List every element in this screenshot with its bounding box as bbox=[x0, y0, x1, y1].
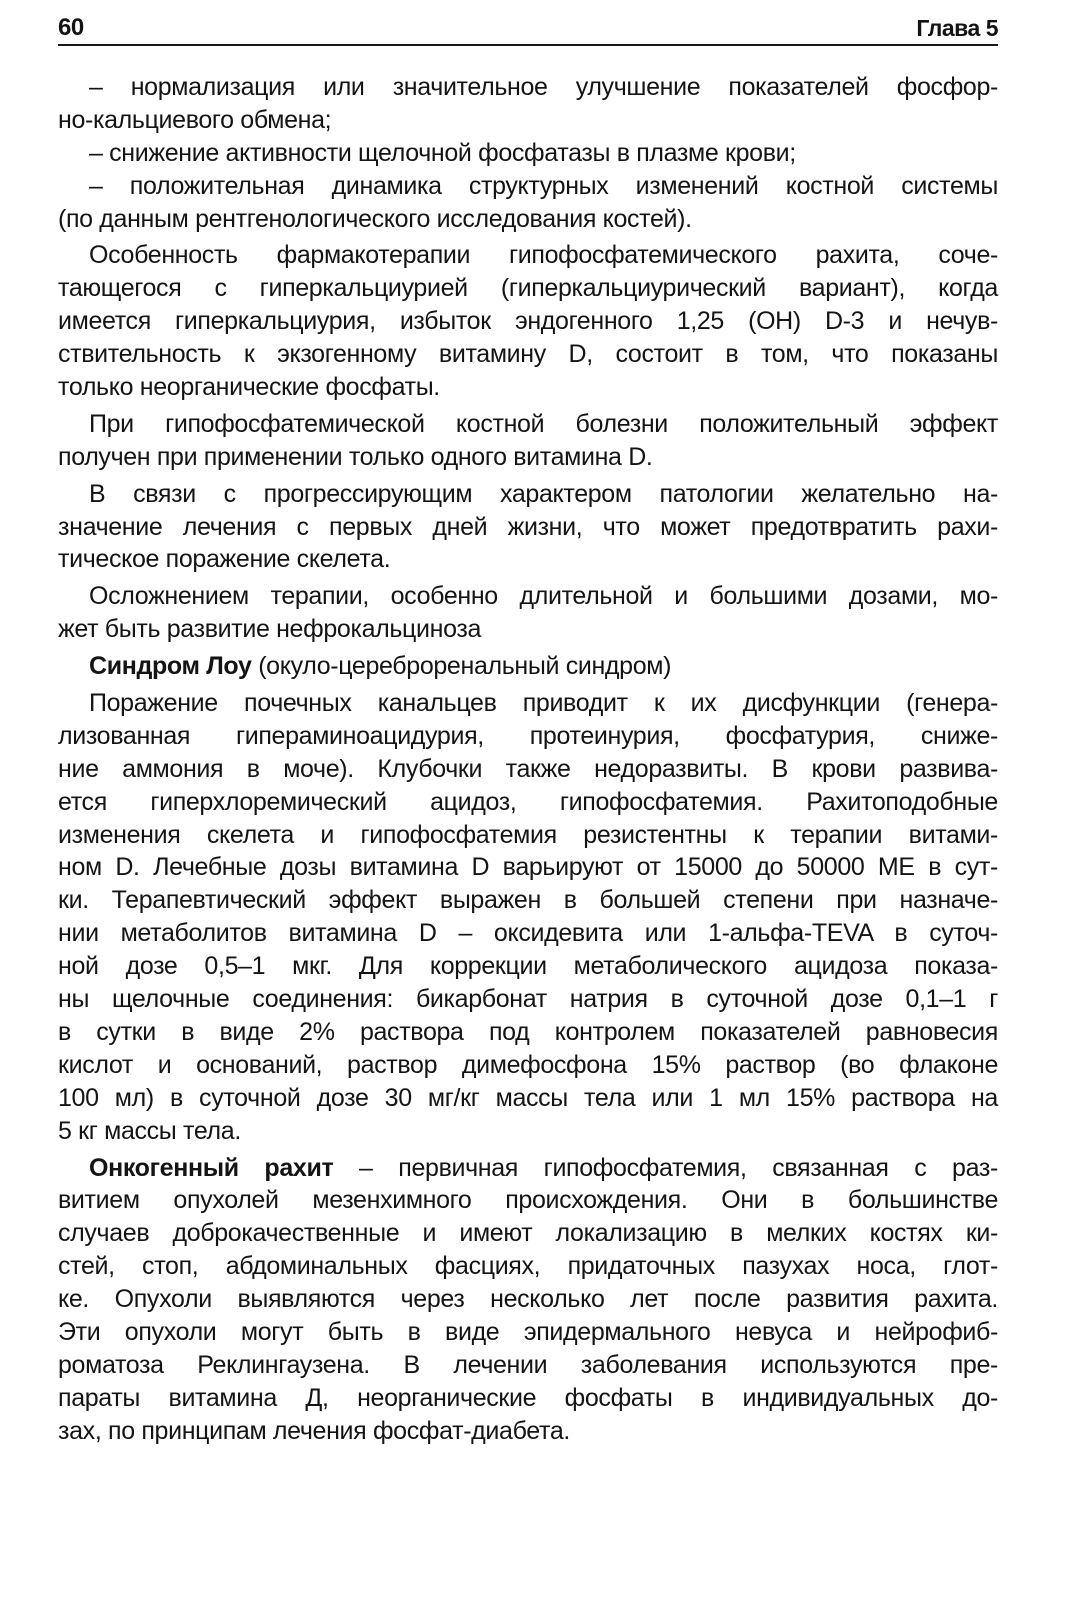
section-heading-line bbox=[58, 650, 998, 683]
text-line: стей, стоп, абдоминальных фасциях, придаточных пазухах носа, глот- bbox=[58, 1252, 998, 1281]
paragraph bbox=[58, 239, 998, 403]
text-line: Эти опухоли могут быть в виде эпидермального невуса и нейрофиб- bbox=[58, 1317, 998, 1346]
text-line: ется гиперхлоремический ацидоз, гипофосфатемия. Рахитоподобные bbox=[58, 787, 998, 816]
paragraph bbox=[58, 408, 998, 474]
text-line: лизованная гипераминоацидурия, протеинурия, фосфатурия, сниже- bbox=[58, 721, 998, 750]
text-line: Поражение почечных канальцев приводит к их дисфункции (генера- bbox=[89, 689, 998, 718]
text-line: ствительность к экзогенному витамину D, состоит в том, что показаны bbox=[58, 340, 998, 369]
term-bold: Онкогенный рахит bbox=[89, 1153, 334, 1182]
text-line: получен при применении только одного витамина D. bbox=[58, 442, 653, 471]
text-line: 5 кг массы тела. bbox=[58, 1116, 241, 1145]
section-heading bbox=[58, 650, 998, 683]
text-line: только неорганические фосфаты. bbox=[58, 373, 440, 402]
text-line: ки. Терапевтический эффект выражен в большей степени при назначе- bbox=[58, 886, 998, 915]
text-line: Осложнением терапии, особенно длительной и большими дозами, мо- bbox=[89, 582, 998, 611]
text-line bbox=[58, 1152, 998, 1185]
page-number: 60 bbox=[58, 14, 84, 41]
text-line: зах, по принципам лечения фосфат-диабета. bbox=[58, 1416, 570, 1445]
text-line: – нормализация или значительное улучшение показателей фосфор- bbox=[89, 73, 998, 101]
page-body bbox=[58, 71, 998, 1448]
text-line: ном D. Лечебные дозы витамина D варьируют от 15000 до 50000 МЕ в сут- bbox=[58, 853, 998, 882]
text-line: тическое поражение скелета. bbox=[58, 545, 391, 574]
text-line: в сутки в виде 2% раствора под контролем показателей равновесия bbox=[58, 1017, 998, 1046]
text-line: ке. Опухоли выявляются через несколько лет после развития рахита. bbox=[58, 1285, 998, 1314]
text-line: изменения скелета и гипофосфатемия резистентны к терапии витами- bbox=[58, 820, 998, 849]
paragraph bbox=[58, 478, 998, 577]
chapter-title: Глава 5 bbox=[916, 15, 998, 41]
text-line: (по данным рентгенологического исследования костей). bbox=[58, 204, 692, 233]
page-header bbox=[58, 14, 998, 46]
text-line: жет быть развитие нефрокальциноза bbox=[58, 615, 482, 644]
text-line: – положительная динамика структурных изменений костной системы bbox=[89, 171, 998, 200]
text-line: – снижение активности щелочной фосфатазы в плазме крови; bbox=[89, 138, 796, 167]
text-line: параты витамина Д, неорганические фосфаты в индивидуальных до- bbox=[58, 1383, 998, 1412]
paragraph bbox=[58, 687, 998, 1147]
text-line: Особенность фармакотерапии гипофосфатемического рахита, соче- bbox=[89, 241, 998, 270]
text-line: но-кальциевого обмена; bbox=[58, 105, 332, 134]
text-line: При гипофосфатемической костной болезни положительный эффект bbox=[89, 409, 998, 438]
text-line: 100 мл) в суточной дозе 30 мг/кг массы тела или 1 мл 15% раствора на bbox=[58, 1083, 998, 1112]
text-line: роматоза Реклингаузена. В лечении заболевания используются пре- bbox=[58, 1350, 998, 1379]
text-line: имеется гиперкальциурия, избыток эндогенного 1,25 (ОН) D-3 и нечув- bbox=[58, 307, 998, 336]
text-line: случаев доброкачественные и имеют локализацию в мелких костях ки- bbox=[58, 1219, 998, 1248]
term-rest: – первичная гипофосфатемия, связанная с раз- bbox=[333, 1153, 998, 1182]
list-block bbox=[58, 71, 998, 235]
paragraph bbox=[58, 580, 998, 646]
text-line: ние аммония в моче). Клубочки также недоразвиты. В крови развива- bbox=[58, 754, 998, 783]
text-line: ной дозе 0,5–1 мкг. Для коррекции метаболического ацидоза показа- bbox=[58, 952, 998, 981]
text-line: значение лечения с первых дней жизни, что может предотвратить рахи- bbox=[58, 512, 998, 541]
heading-bold: Синдром Лоу bbox=[89, 652, 252, 681]
paragraph bbox=[58, 1152, 998, 1448]
text-line: кислот и оснований, раствор димефосфона 15% раствор (во флаконе bbox=[58, 1050, 998, 1079]
text-line: витием опухолей мезенхимного происхождения. Они в большинстве bbox=[58, 1186, 998, 1215]
text-line: тающегося с гиперкальциурией (гиперкальциурический вариант), когда bbox=[58, 274, 998, 303]
text-line: ны щелочные соединения: бикарбонат натрия в суточной дозе 0,1–1 г bbox=[58, 985, 998, 1014]
heading-rest: (окуло-цереброренальный синдром) bbox=[251, 652, 672, 681]
text-line: В связи с прогрессирующим характером патологии желательно на- bbox=[89, 479, 998, 508]
text-line: нии метаболитов витамина D – оксидевита или 1-альфа-TEVA в суточ- bbox=[58, 919, 998, 948]
